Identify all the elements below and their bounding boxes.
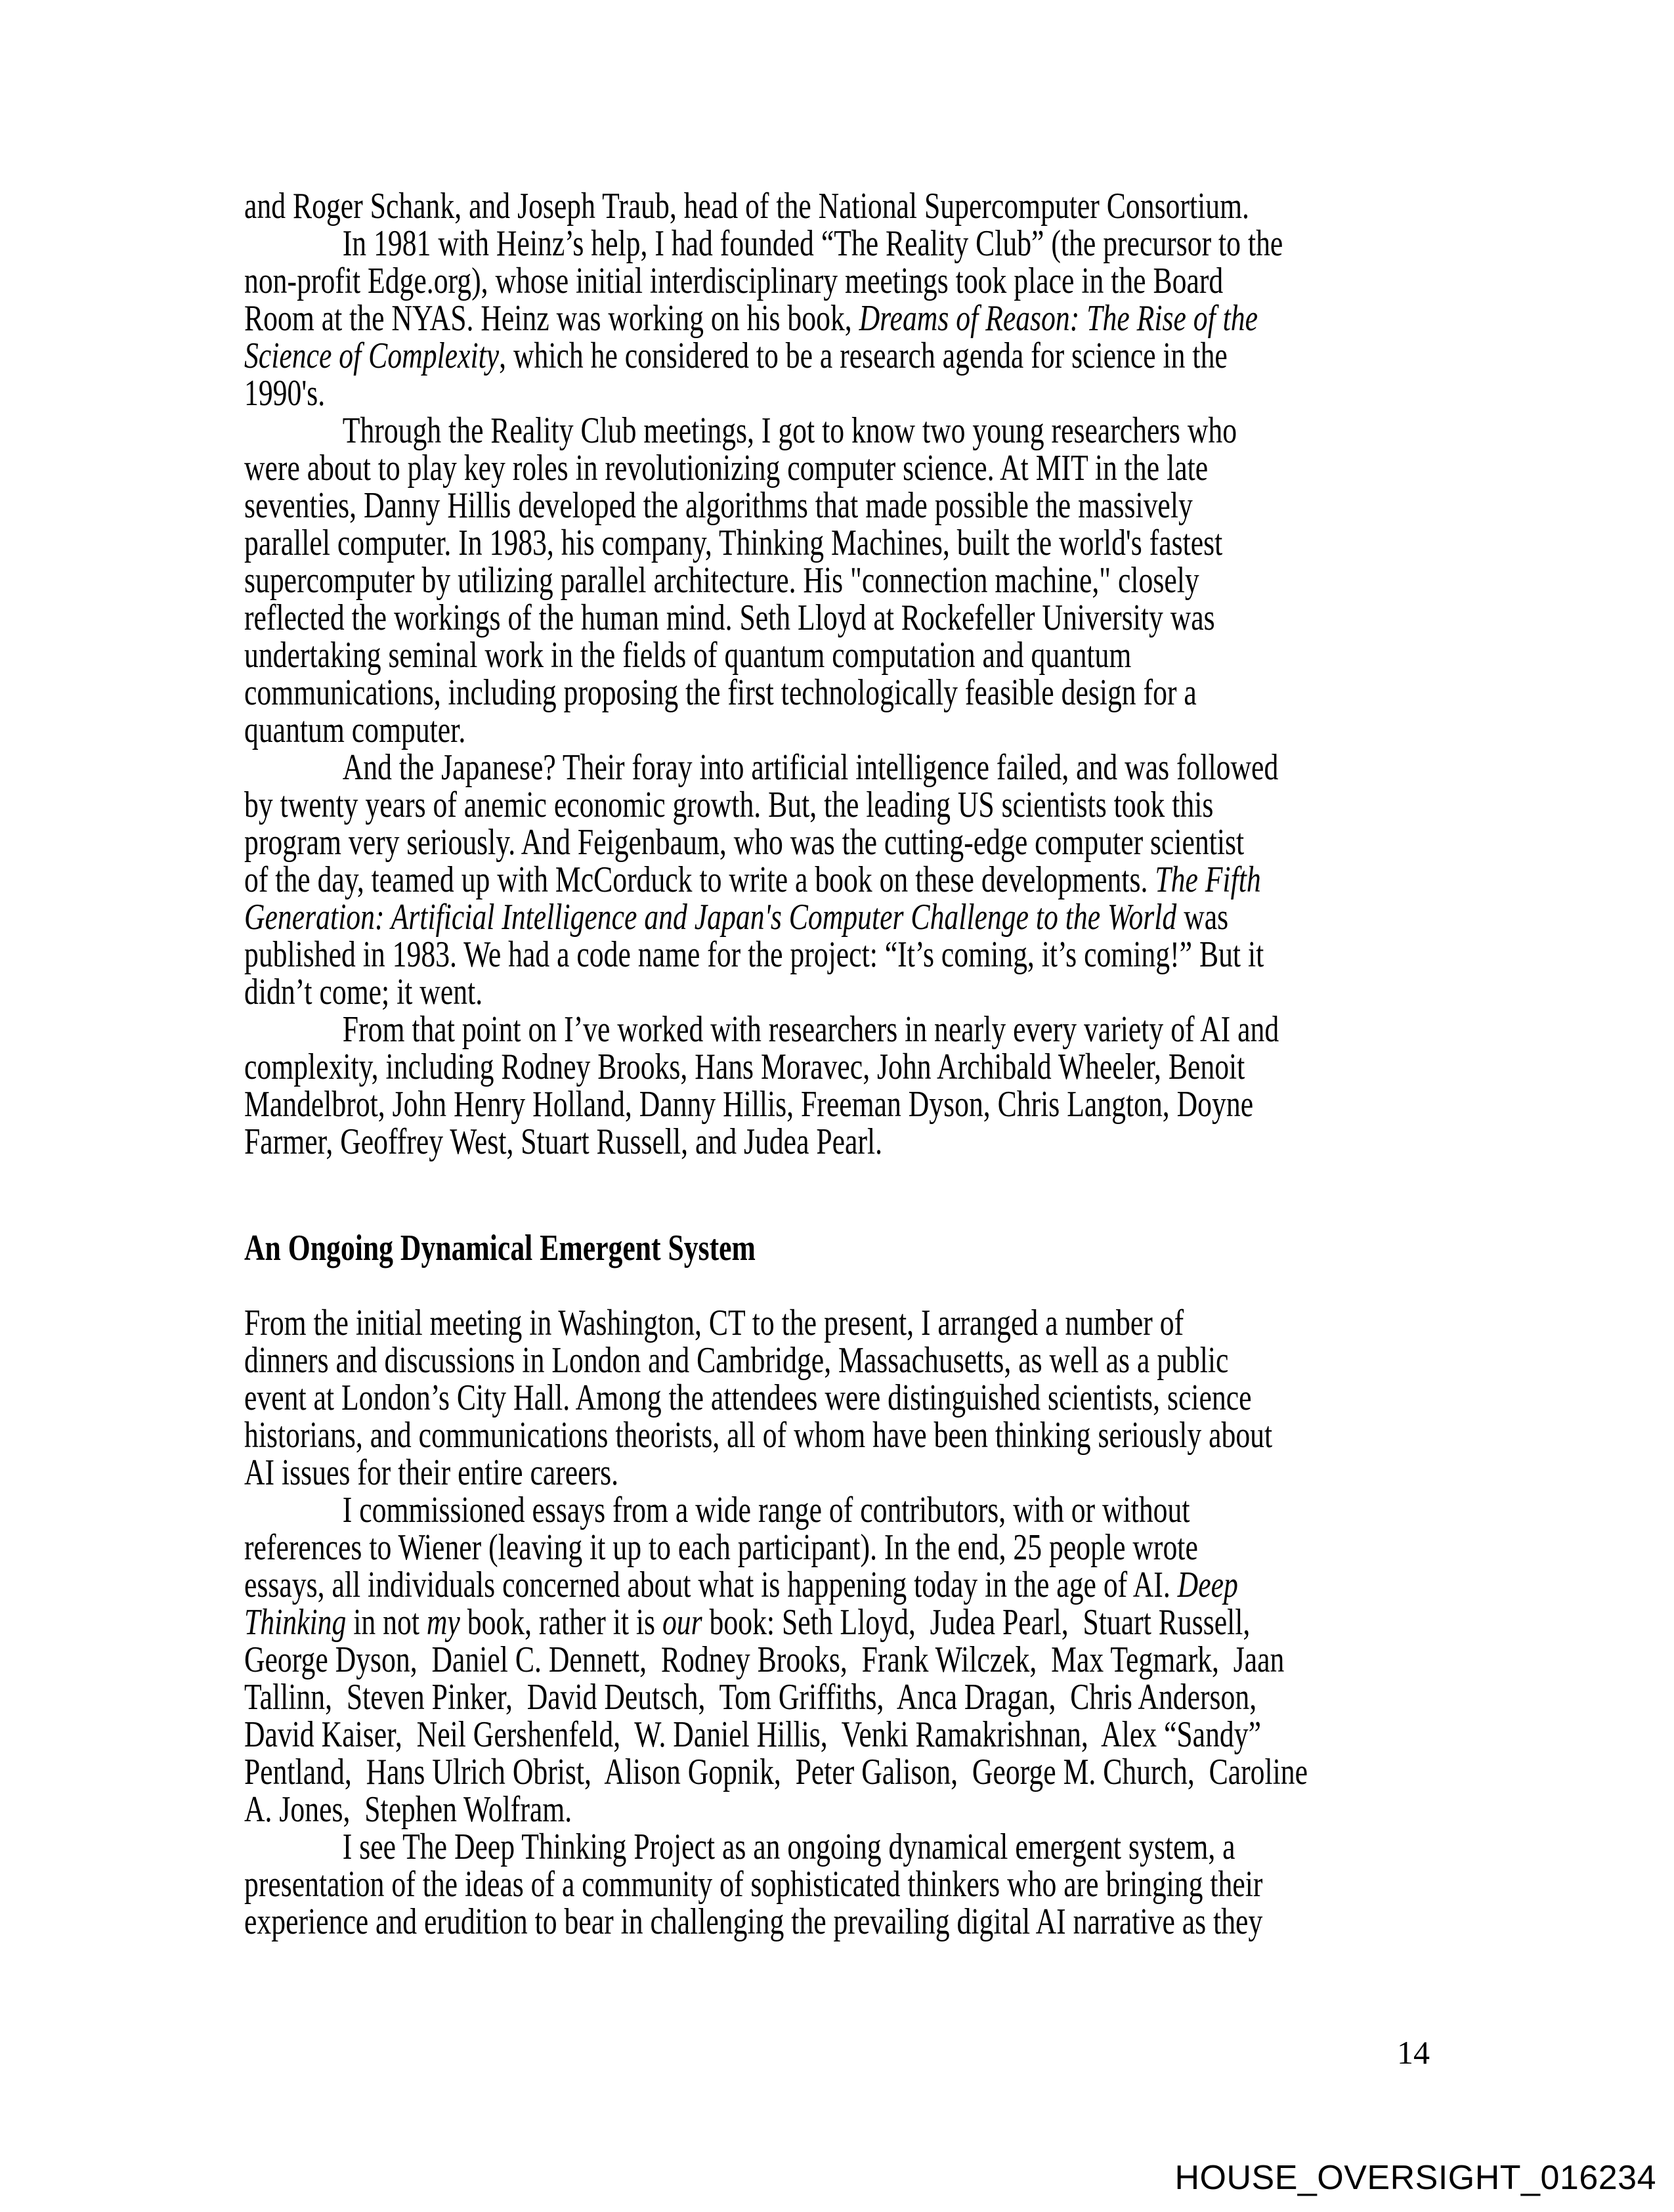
text-run: Mandelbrot, John Henry Holland, Danny Hillis, Freeman Dyson, Chris Langton, Doyne <box>244 1084 1254 1125</box>
text-run: seventies, Danny Hillis developed the algorithms that made possible the massively <box>244 485 1193 526</box>
text-run: , which he considered to be a research agenda for science in the <box>499 336 1228 376</box>
text-run: by twenty years of anemic economic growth. But, the leading US scientists took this <box>244 785 1214 825</box>
text-run: our <box>662 1602 702 1643</box>
text-run: non-profit Edge.org), whose initial interdisciplinary meetings took place in the Board <box>244 261 1224 301</box>
text-run: reflected the workings of the human mind. Seth Lloyd at Rockefeller University was <box>244 597 1215 638</box>
text-run: 1990's. <box>244 373 326 414</box>
bates-stamp: HOUSE_OVERSIGHT_016234 <box>1174 2159 1656 2197</box>
text-run: event at London’s City Hall. Among the attendees were distinguished scientists, science <box>244 1377 1252 1418</box>
text-run: book, rather it is <box>460 1602 662 1643</box>
paragraph-young-researchers <box>244 412 1448 749</box>
text-run: Science of Complexity <box>244 336 500 376</box>
text-run: The Fifth <box>1155 859 1261 900</box>
paragraph-continuation <box>244 188 1448 225</box>
text-run: And the Japanese? Their foray into artificial intelligence failed, and was followed <box>342 747 1279 788</box>
text-run: Through the Reality Club meetings, I got to know two young researchers who <box>342 410 1237 451</box>
text-run: references to Wiener (leaving it up to each participant). In the end, 25 people wrote <box>244 1527 1198 1568</box>
text-run: From the initial meeting in Washington, CT to the present, I arranged a number of <box>244 1303 1184 1343</box>
paragraph-commissioned-essays <box>244 1492 1448 1829</box>
text-run: David Kaiser, Neil Gershenfeld, W. Daniel Hillis, Venki Ramakrishnan, Alex “Sandy” <box>244 1714 1261 1755</box>
text-run: of the day, teamed up with McCorduck to write a book on these developments. <box>244 859 1155 900</box>
text-run: complexity, including Rodney Brooks, Hans Moravec, John Archibald Wheeler, Benoit <box>244 1047 1245 1087</box>
text-run: was <box>1176 897 1229 938</box>
text-run: historians, and communications theorists, all of whom have been thinking seriously about <box>244 1415 1273 1456</box>
text-run: and Roger Schank, and Joseph Traub, head of the National Supercomputer Consortium. <box>244 186 1249 227</box>
paragraph-initial-meeting <box>244 1305 1448 1492</box>
document-text-block <box>244 188 1448 1941</box>
text-run: parallel computer. In 1983, his company, Thinking Machines, built the world's fastest <box>244 523 1223 563</box>
paragraph-deep-thinking-project <box>244 1829 1448 1941</box>
text-run: Tallinn, Steven Pinker, David Deutsch, Tom Griffiths, Anca Dragan, Chris Anderson, <box>244 1677 1257 1718</box>
text-run: didn’t come; it went. <box>244 972 483 1012</box>
text-run: published in 1983. We had a code name for the project: “It’s coming, it’s coming!” But it <box>244 934 1264 975</box>
paragraph-reality-club <box>244 225 1448 412</box>
text-run: I see The Deep Thinking Project as an ongoing dynamical emergent system, a <box>342 1827 1235 1867</box>
paragraph-japanese <box>244 749 1448 1011</box>
text-run: my <box>426 1602 460 1643</box>
text-run: Dreams of Reason: The Rise of the <box>859 298 1258 339</box>
paragraph-researchers-list <box>244 1011 1448 1161</box>
text-run: In 1981 with Heinz’s help, I had founded “The Reality Club” (the precursor to the <box>342 223 1283 264</box>
text-run: supercomputer by utilizing parallel architecture. His "connection machine," closely <box>244 560 1199 601</box>
text-run: communications, including proposing the first technologically feasible design for a <box>244 672 1197 713</box>
text-run: experience and erudition to bear in challenging the prevailing digital AI narrative as they <box>244 1901 1263 1942</box>
text-run: undertaking seminal work in the fields of quantum computation and quantum <box>244 635 1132 676</box>
text-run: Thinking <box>244 1602 347 1643</box>
text-run: in not <box>346 1602 427 1643</box>
text-run: I commissioned essays from a wide range of contributors, with or without <box>342 1490 1190 1530</box>
text-run: presentation of the ideas of a community of sophisticated thinkers who are bringing their <box>244 1864 1263 1905</box>
text-run: AI issues for their entire careers. <box>244 1452 619 1493</box>
text-run: Farmer, Geoffrey West, Stuart Russell, and Judea Pearl. <box>244 1121 883 1162</box>
page-number: 14 <box>1397 2034 1430 2071</box>
text-run: program very seriously. And Feigenbaum, who was the cutting-edge computer scientist <box>244 822 1245 863</box>
text-run: From that point on I’ve worked with researchers in nearly every variety of AI and <box>342 1009 1279 1050</box>
text-run: book: Seth Lloyd, Judea Pearl, Stuart Russell, <box>702 1602 1251 1643</box>
text-run: essays, all individuals concerned about what is happening today in the age of AI. <box>244 1565 1178 1605</box>
text-run: Room at the NYAS. Heinz was working on his book, <box>244 298 859 339</box>
text-run: Pentland, Hans Ulrich Obrist, Alison Gopnik, Peter Galison, George M. Church, Caroline <box>244 1752 1308 1792</box>
text-run: quantum computer. <box>244 710 466 750</box>
text-run: dinners and discussions in London and Cambridge, Massachusetts, as well as a public <box>244 1340 1229 1381</box>
section-heading: An Ongoing Dynamical Emergent System <box>244 1228 756 1269</box>
text-run: George Dyson, Daniel C. Dennett, Rodney Brooks, Frank Wilczek, Max Tegmark, Jaan <box>244 1639 1285 1680</box>
text-run: Deep <box>1177 1565 1238 1605</box>
text-run: A. Jones, Stephen Wolfram. <box>244 1789 572 1830</box>
text-run: Generation: Artificial Intelligence and Japan's Computer Challenge to the World <box>244 897 1177 938</box>
text-run: were about to play key roles in revolutionizing computer science. At MIT in the late <box>244 448 1209 488</box>
